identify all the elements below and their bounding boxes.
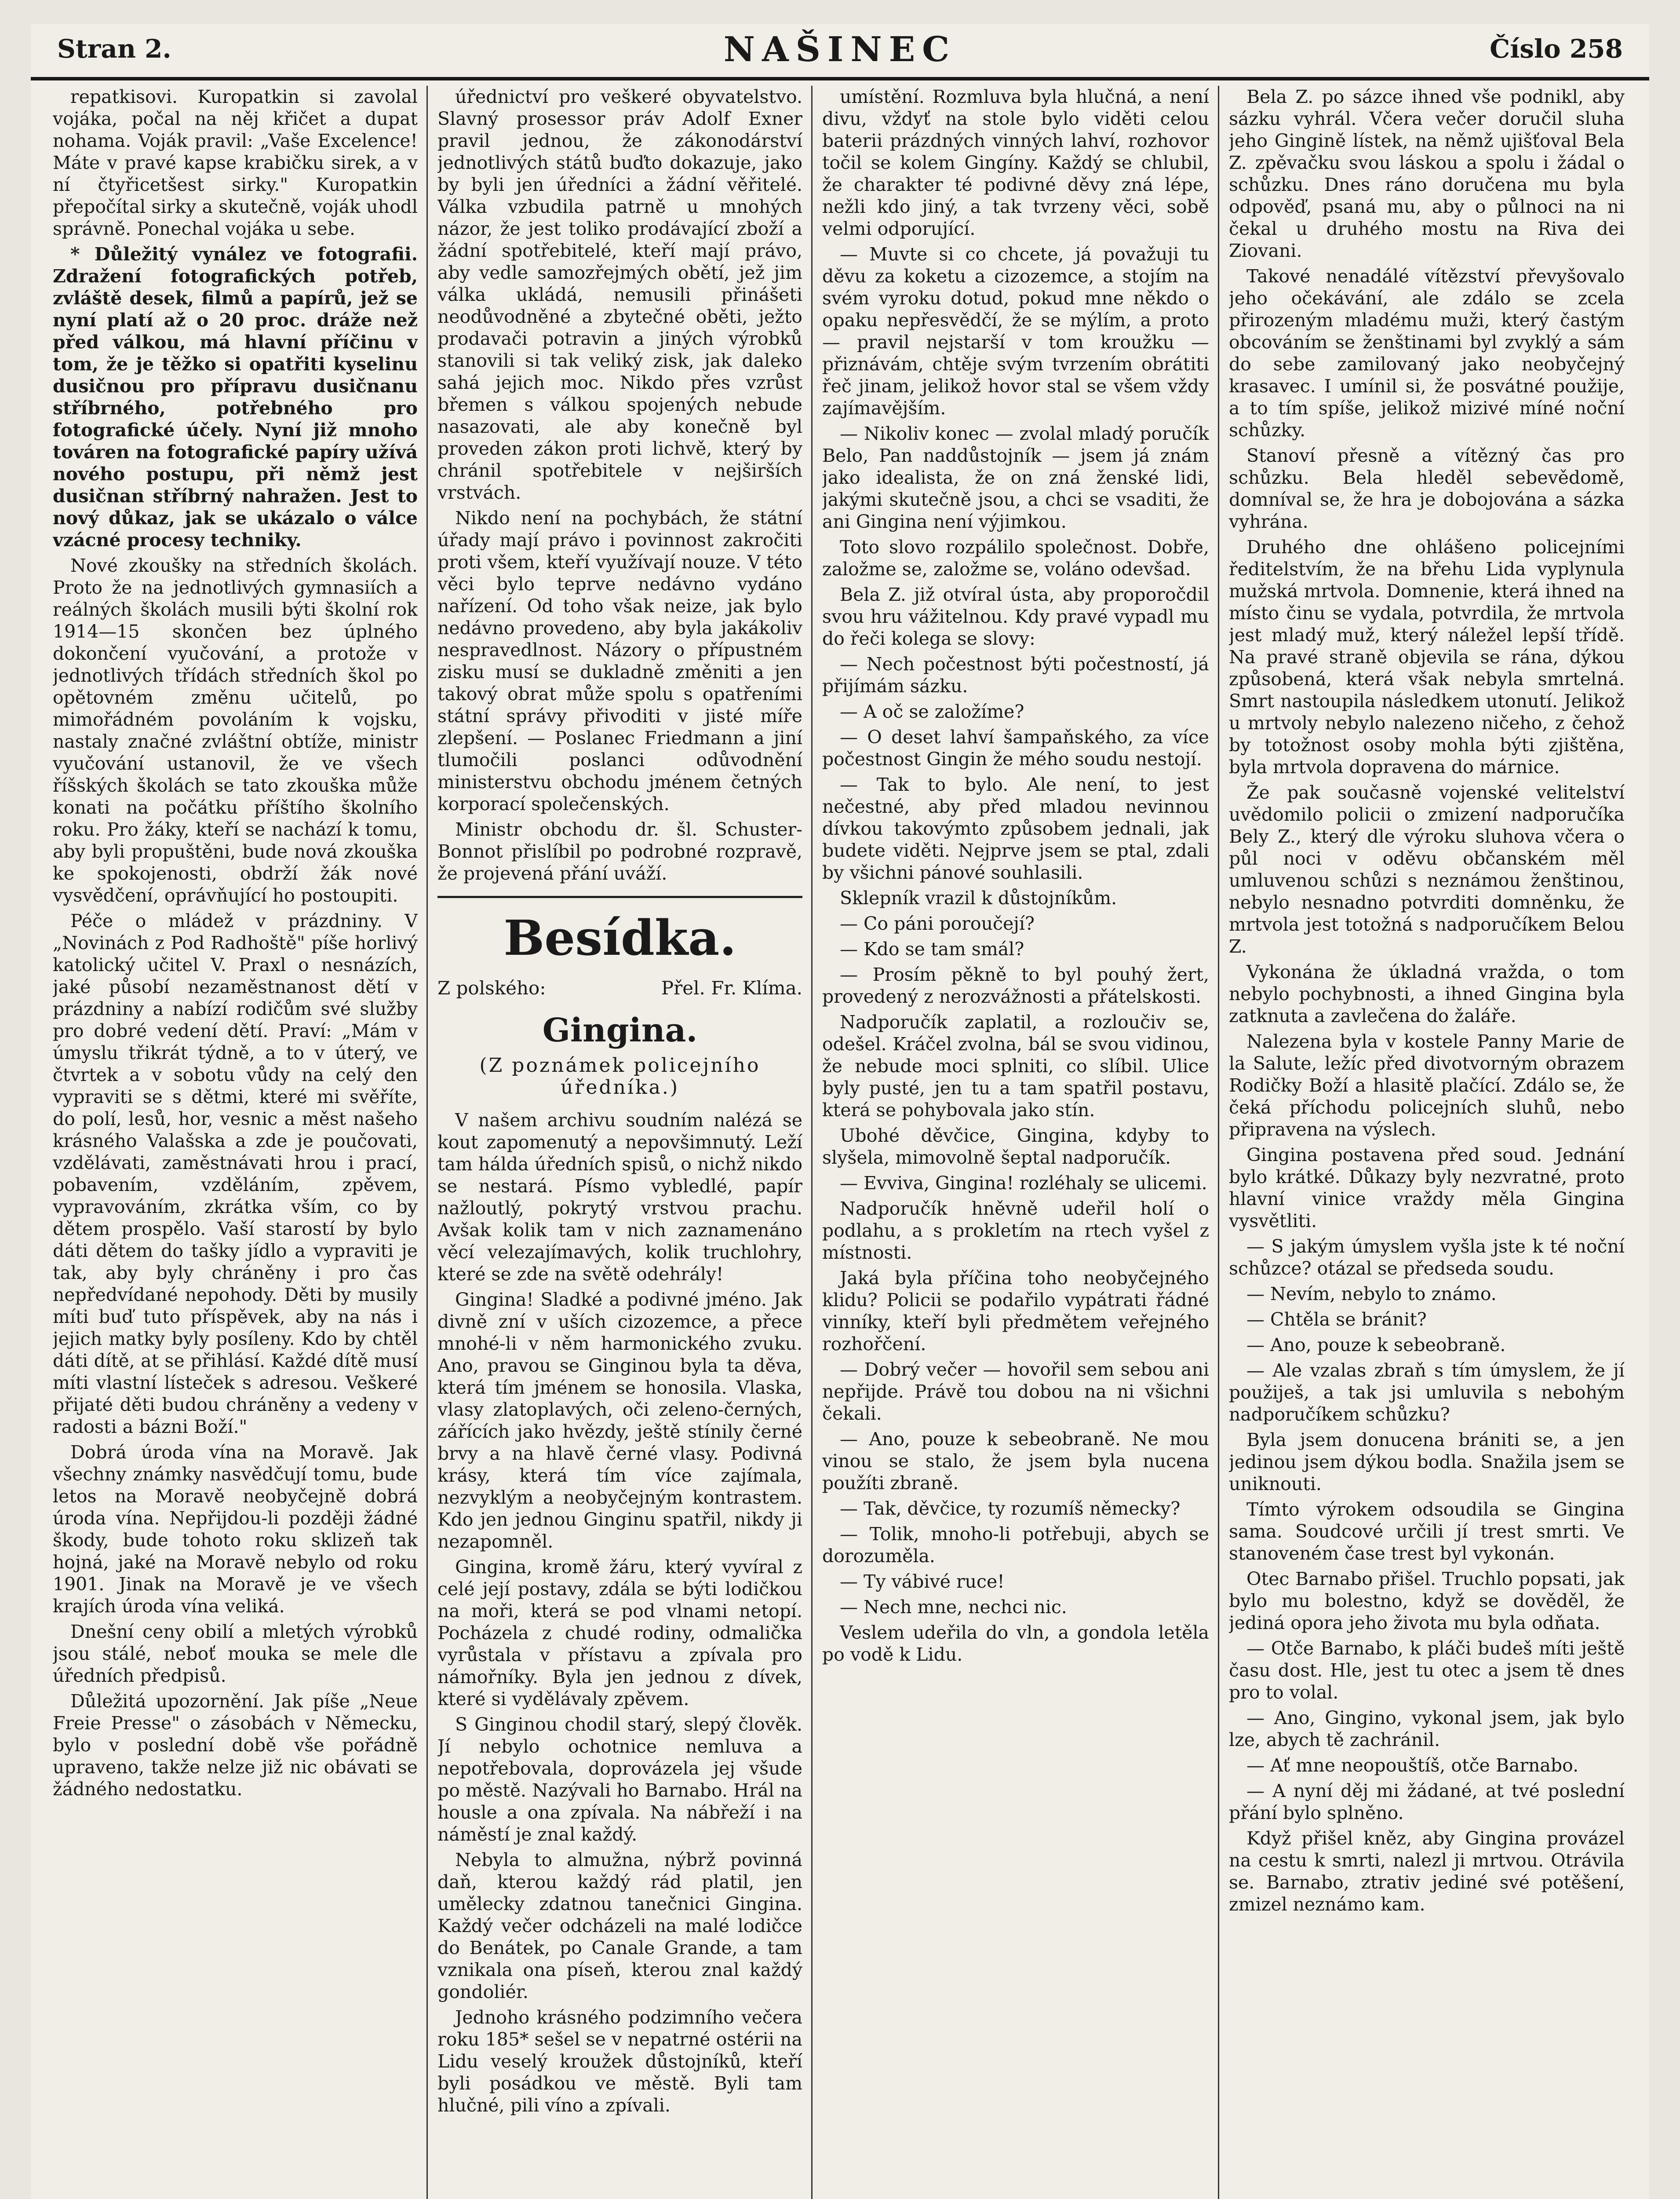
story-paragraph: Bela Z. po sázce ihned vše podnikl, aby sázku vyhrál. Včera večer doručil sluha jeho Gingině lístek, na němž ujišťoval Bela Z. zpěvačku svou láskou a spolu i žádal o schůzku. Dnes ráno doručena mu byla odpověď, psaná mu, aby o půlnoci na ni čekal u druhého mostu na Riva dei Ziovani. (1229, 86, 1625, 261)
story-paragraph: — Prosím pěkně to byl pouhý žert, provedený z nerozvážnosti a přátelskosti. (822, 964, 1209, 1007)
article-paragraph: Důležitá upozornění. Jak píše „Neue Freie Presse" o zásobách v Německu, bylo v poslední době vše pořádně upraveno, takže nelze již nic obávati se žádného nedostatku. (53, 1691, 418, 1800)
story-paragraph: — O deset lahví šampaňského, za více počestnost Gingin že mého soudu nestojí. (822, 727, 1209, 770)
story-paragraph: — Tolik, mnoho-li potřebuji, abych se dorozuměla. (822, 1523, 1209, 1567)
story-paragraph: S Ginginou chodil starý, slepý člověk. Jí nebylo ochotnice nemluva a nepotřebovala, doprovázela jej všude po městě. Nazývali ho Barnabo. Hrál na housle a ona zpívala. Na nábřeží i na náměstí je znal každý. (437, 1714, 802, 1845)
story-paragraph: Sklepník vrazil k důstojníkům. (840, 888, 1117, 909)
story-paragraph: Jednoho krásného podzimního večera roku 185* sešel se v nepatrné ostérii na Lidu veselý kroužek důstojníků, kteří byli posádkou ve městě. Byli tam hlučné, pili víno a zpívali. (437, 2007, 802, 2116)
column-rule (426, 86, 428, 2199)
article-paragraph: Nové zkoušky na středních školách. Proto že na jednotlivých gymnasiích a reálných školách musili býti školní rok 1914—15 skončen bez úplného dokončení vyučování, a protože v jednotlivých třídách středních škol po opětovném změnu učitelů, po mimořádném povoláním k vojsku, nastaly značné zvláštní obtíže, ministr vyučování ustanovil, že ve všech říšských školách se tato zkouška může konati na počátku příštího školního roku. Pro žáky, kteří se nachází k tomu, aby byli propuštěni, bude nová zkouška ke spokojenosti, obdrží žák nové vysvědčení, oprávňující ho postoupiti. (53, 555, 418, 906)
story-paragraph: Veslem udeřila do vln, a gondola letěla po vodě k Lidu. (822, 1622, 1209, 1665)
story-paragraph: — Dobrý večer — hovořil sem sebou ani nepřijde. Právě tou dobou na ni všichni čekali. (822, 1359, 1209, 1424)
column-4 (1229, 86, 1625, 2199)
masthead-title: NAŠINEC (723, 29, 957, 69)
page-header (31, 24, 1649, 80)
story-paragraph: — Ale vzalas zbraň s tím úmyslem, že jí použiješ, a tak jsi umluvila s nebohým nadporučíkem schůzku? (1229, 1360, 1625, 1425)
story-paragraph: — Nevím, nebylo to známo. (1246, 1283, 1497, 1304)
story-paragraph: Byla jsem donucena brániti se, a jen jedinou jsem dýkou bodla. Snažila jsem se uniknouti. (1229, 1429, 1625, 1494)
story-paragraph: — Co páni poroučejí? (840, 913, 1035, 934)
story-paragraph: — A nyní děj mi žádané, at tvé poslední přání bylo splněno. (1229, 1780, 1625, 1823)
story-paragraph: — Muvte si co chcete, já považuji tu děvu za koketu a cizozemce, a stojím na svém vyroku dotud, pokud mne někdo o opaku nepřesvědčí, že se mýlím, a proto — pravil nejstarší v tom kroužku — přiznávám, chtěje svým tvrzením obrátiti řeč jinam, jelikož hovor stal se všem vždy zajímavějším. (822, 244, 1209, 419)
story-paragraph: — Nech mne, nechci nic. (840, 1596, 1067, 1618)
newspaper-page (31, 24, 1649, 2199)
story-paragraph: — Tak, děvčice, ty rozumíš německy? (840, 1498, 1181, 1519)
story-title: Gingina. (542, 1012, 698, 1049)
story-paragraph: Bela Z. již otvíral ústa, aby proporočdil svou hru vážitelnou. Kdy pravé vypadl mu do řeči kolega se slovy: (822, 584, 1209, 649)
story-paragraph: Gingina! Sladké a podivné jméno. Jak divně zní v uších cizozemce, a přece mnohé-li v něm harmonického zvuku. Ano, pravou se Ginginou byla ta děva, která tím jménem se honosila. Vlaska, vlasy zlatoplavých, oči zeleno-černých, zářících jako hvězdy, ještě stínily černé brvy a na hlavě černé vlasy. Podivná krásy, která tím více zajímala, nezvyklým a neobyčejným kontrastem. Kdo jen jednou Ginginu spatřil, nikdy ji nezapomněl. (437, 1289, 802, 1552)
story-paragraph: — S jakým úmyslem vyšla jste k té noční schůzce? otázal se předseda soudu. (1229, 1236, 1625, 1279)
story-paragraph: — Chtěla se bránit? (1246, 1309, 1427, 1330)
story-paragraph: Toto slovo rozpálilo společnost. Dobře, založme se, založme se, voláno odevšad. (822, 537, 1209, 580)
story-paragraph: Nadporučík hněvně udeřil holí o podlahu, a s prokletím na rtech vyšel z místnosti. (822, 1198, 1209, 1263)
story-paragraph: Ubohé děvčice, Gingina, kdyby to slyšela, mimovolně šeptal nadporučík. (822, 1125, 1209, 1168)
article-paragraph: Ministr obchodu dr. šl. Schuster-Bonnot přislíbil po podrobné rozpravě, že projevená přání uváží. (437, 819, 802, 884)
article-paragraph: repatkisovi. Kuropatkin si zavolal vojáka, počal na něj křičet a dupat nohama. Voják pravil: „Vaše Excelence! Máte v pravé kapse krabičku sirek, a v ní čtyřicetšest sirky." Kuropatkin přepočítal sirky a skutečně, voják uhodl správně. Ponechal vojáka u sebe. (53, 86, 418, 239)
column-rule (1218, 86, 1219, 2199)
story-paragraph: Vykonána že úkladná vražda, o tom nebylo pochybnosti, a ihned Gingina byla zatknuta a zavlečena do žaláře. (1229, 961, 1625, 1026)
story-paragraph: Gingina postavena před soud. Jednání bylo krátké. Důkazy byly nezvratné, proto hlavní vinice vraždy měla Gingina vysvětliti. (1229, 1144, 1625, 1231)
article-paragraph: Dnešní ceny obilí a mletých výrobků jsou stálé, neboť mouka se mele dle úředních předpisů. (53, 1621, 418, 1686)
story-paragraph: Nebyla to almužna, nýbrž povinná daň, kterou každý rád platil, jen umělecky zdatnou tanečnici Gingina. Každý večer odcházeli na malé lodičce do Benátek, po Canale Grande, a tam vznikala ona píseň, kterou znal každý gondoliér. (437, 1849, 802, 2002)
story-paragraph: umístění. Rozmluva byla hlučná, a není divu, vždyť na stole bylo viděti celou baterii prázdných vinných lahví, rozhovor točil se kolem Gingíny. Každý se chlubil, že charakter té podivné děvy zná lépe, nežli kdo jiný, a tak tvrzeny věci, sobě velmi odporující. (822, 86, 1209, 239)
article-paragraph: Dobrá úroda vína na Moravě. Jak všechny známky nasvědčují tomu, bude letos na Moravě neobyčejně dobrá úroda vína. Nepřijdou-li později žádné škody, bude tohoto roku sklizeň tak hojná, jaké na Moravě nebylo od roku 1901. Jinak na Moravě je ve všech krajích úroda vína veliká. (53, 1442, 418, 1617)
story-paragraph: — Ano, Gingino, vykonal jsem, jak bylo lze, abych tě zachránil. (1229, 1707, 1625, 1750)
story-paragraph: Otec Barnabo přišel. Truchlo popsati, jak bylo mu bolestno, když se dověděl, že jediná opora jeho života mu byla odňata. (1229, 1568, 1625, 1633)
story-paragraph: — Nikoliv konec — zvolal mladý poručík Belo, Pan naddůstojník — jsem já znám jako idealista, že on zná ženské lidi, jakými skutečně jsou, a chci se vsaditi, že ani Gingina není výjimkou. (822, 423, 1209, 532)
story-paragraph: — Ať mne neopouštíš, otče Barnabo. (1246, 1755, 1579, 1776)
column-2 (437, 86, 802, 2199)
article-paragraph: Nikdo není na pochybách, že státní úřady mají právo i povinnost zakročiti proti všem, kteří využívají nouze. V této věci bylo teprve nedávno vydáno nařízení. Od toho však neize, jak bylo nedávno provedeno, aby byla jakákoliv nespravedlnost. Názory o přípustném zisku musí se dukladně změniti a jen takový obrat může spolu s opatřeními státní správy přivoditi v jisté míře zlepšení. — Poslanec Friedmann a jiní tlumočili poslanci odůvodnění ministerstvu obchodu jménem četných korporací společenských. (437, 508, 802, 815)
story-paragraph: V našem archivu soudním nalézá se kout zapomenutý a nepovšimnutý. Leží tam hálda úředních spisů, o nichž nikdo se nestará. Písmo vybledlé, papír nažloutlý, pokrytý vrstvou prachu. Avšak kolik tam v nich zaznamenáno věcí velezajímavých, kolik truchlohry, které se zde na světě odehrály! (437, 1110, 802, 1285)
story-paragraph: — Tak to bylo. Ale není, to jest nečestné, aby před mladou nevinnou dívkou takovýmto způsobem jednali, jak budete viděti. Nejprve jsem se ptal, zdali by všichni pánové souhlasili. (822, 774, 1209, 883)
story-paragraph: — Nech počestnost býti počestností, já přijímám sázku. (822, 654, 1209, 697)
column-rule (811, 86, 813, 2199)
column-3 (822, 86, 1209, 2199)
column-1 (53, 86, 418, 2199)
story-paragraph: — A oč se založíme? (840, 701, 1024, 722)
story-paragraph: — Ty vábivé ruce! (840, 1571, 1005, 1592)
page-number: Stran 2. (57, 34, 171, 64)
article-paragraph: úřednictví pro veškeré obyvatelstvo. Slavný prosessor práv Adolf Exner pravil jednou, že zákonodárství jednotlivých států buďto dokazuje, jako by byli jen úředníci a žádní věřitelé. Válka vzbudila patrně u mnohých názor, že jest toliko prodávající zboží a žádní spotřebitelé, kteří mají právo, aby vedle samozřejmých obětí, jež jim válka ukládá, nemusili přinášeti neodůvodněné a zbytečné oběti, ježto prodavači potravin a jiných výrobků stanovili si tak veliký zisk, jak daleko sahá jejich moc. Nikdo přes vzrůst břemen s válkou spojených nebude nasazovati, ale aby konečně byl proveden zákon proti lichvě, který by chránil spotřebitele v nejširších vrstvách. (437, 86, 802, 503)
source-language: Z polského: (437, 977, 546, 999)
story-paragraph: Tímto výrokem odsoudila se Gingina sama. Soudcové určili jí trest smrti. Ve stanoveném čase trest byl vykonán. (1229, 1499, 1625, 1564)
story-paragraph: — Kdo se tam smál? (840, 939, 1024, 960)
story-paragraph: Nalezena byla v kostele Panny Marie de la Salute, ležíc před divotvorným obrazem Rodičky Boží a hlasitě plačící. Zdálo se, že čeká příchodu policejních sluhů, nebo připravena na výslech. (1229, 1031, 1625, 1140)
story-paragraph: — Ano, pouze k sebeobraně. (1246, 1334, 1506, 1355)
story-paragraph: Gingina, kromě žáru, který vyvíral z celé její postavy, zdála se býti lodičkou na moři, která se pod vlnami netopí. Pocházela z chudé rodiny, odmalička vyrůstala v přístavu a zpívala pro námořníky. Byla jen jednou z dívek, které si vydělávaly zpěvem. (437, 1556, 802, 1710)
story-paragraph: Takové nenadálé vítězství převyšovalo jeho očekávání, ale zdálo se zcela přirozeným mladému muži, který častým obcováním se ženštinami byl zvyklý a sám do sebe zamilovaný jako neobyčejný krasavec. I umínil si, že posvátné použije, a to tím spíše, jelikož mizivé míné noční schůzky. (1229, 266, 1625, 441)
issue-number: Číslo 258 (1490, 34, 1623, 64)
article-paragraph: Péče o mládež v prázdniny. V „Novinách z Pod Radhoště" píše horlivý katolický učitel V. Praxl o nesnázích, jaké působí nezaměstnanost dětí v prázdniny a nabízí rodičům své služby pro dobré vedení dětí. Praví: „Mám v úmyslu třikrát týdně, a to v úterý, ve čtvrtek a v sobotu vůdy na celý den vypraviti se s dětmi, které mi svěříte, do polí, lesů, hor, vesnic a měst našeho krásného Valašska a zde je poučovati, vzdělávati, zaměstnávati hrou i prací, pobavením, vzděláním, zpěvem, vypravováním, zkrátka vším, co by dětem prospělo. Vaší starostí by bylo dáti dětem do tašky jídlo a vypraviti je tak, aby byly chráněny i pro čas nepředvídané nepohody. Děti by musily míti buď tuto příspěvek, aby na nás i jejich matky byly posíleny. Kdo by chtěl dáti dítě, at se přihlásí. Každé dítě musí míti vlastní lísteček s adresou. Veškeré přijaté děti budou chráněny a vedeny v radosti a bázni Boží." (53, 910, 418, 1437)
story-paragraph: Že pak současně vojenské velitelství uvědomilo policii o zmizení nadporučíka Bely Z., který dle výroku sluhova včera o půl noci v oděvu občanském měl umluvenou schůzi s neznámou ženštinou, nebylo nesnadno potvrditi domněnku, že mrtvola jest totožná s nadporučíkem Belou Z. (1229, 782, 1625, 957)
article-paragraph: * Důležitý vynález ve fotografii. Zdražení fotografických potřeb, zvláště desek, filmů a papírů, jež se nyní platí až o 20 proc. dráže než před válkou, má hlavní příčinu v tom, že je těžko si opatřiti kyselinu dusičnou pro přípravu dusičnanu stříbrného, potřebného pro fotografické účely. Nyní již mnoho továren na fotografické papíry užívá nového postupu, při němž jest dusičnan stříbrný nahražen. Jest to nový důkaz, jak se ukázalo o válce vzácné procesy techniky. (53, 244, 418, 551)
story-paragraph: Když přišel kněz, aby Gingina provázel na cestu k smrti, nalezl ji mrtvou. Otrávila se. Barnabo, ztrativ jediné své potěšení, zmizel neznámo kam. (1229, 1828, 1625, 1915)
translator: Přel. Fr. Klíma. (661, 977, 802, 999)
story-paragraph: Stanoví přesně a vítězný čas pro schůzku. Bela hleděl sebevědomě, domníval se, že hra je dobojována a sázka vyhrána. (1229, 445, 1625, 532)
section-divider (437, 896, 802, 898)
story-paragraph: — Ano, pouze k sebeobraně. Ne mou vinou se stalo, že jsem byla nucena použíti zbraně. (822, 1428, 1209, 1494)
story-paragraph: — Evviva, Gingina! rozléhaly se ulicemi. (840, 1173, 1207, 1194)
story-paragraph: Jaká byla příčina toho neobyčejného klidu? Policii se podařilo vypátrati řádné vinníky, kteří byli předmětem veřejného rozhořčení. (822, 1268, 1209, 1355)
feuilleton-credits (437, 977, 802, 999)
feuilleton-title: Besídka. (503, 910, 736, 966)
story-subtitle: (Z poznámek policejního úředníka.) (479, 1054, 761, 1099)
story-paragraph: Druhého dne ohlášeno policejními ředitelstvím, že na břehu Lida vyplynula mužská mrtvola. Domnenie, která ihned na místo činu se vydala, potvrdila, že mrtvola jest mladý muž, který náležel lepší třídě. Na pravé straně objevila se rána, dýkou způsobená, která však nebyla smrtelná. Smrt nastoupila následkem utonutí. Jelikož u mrtvoly nebylo nalezeno ničeho, z čehož by totožnost osoby mohla býti zjištěna, byla mrtvola dopravena do márnice. (1229, 537, 1625, 778)
story-paragraph: — Otče Barnabo, k pláči budeš míti ještě času dost. Hle, jest tu otec a jsem tě dnes pro to volal. (1229, 1638, 1625, 1703)
story-paragraph: Nadporučík zaplatil, a rozloučiv se, odešel. Kráčel zvolna, bál se svou vidinou, že nebude moci splniti, co slíbil. Ulice byly pusté, jen tu a tam spatřil postavu, která se pohybovala jako stín. (822, 1012, 1209, 1121)
